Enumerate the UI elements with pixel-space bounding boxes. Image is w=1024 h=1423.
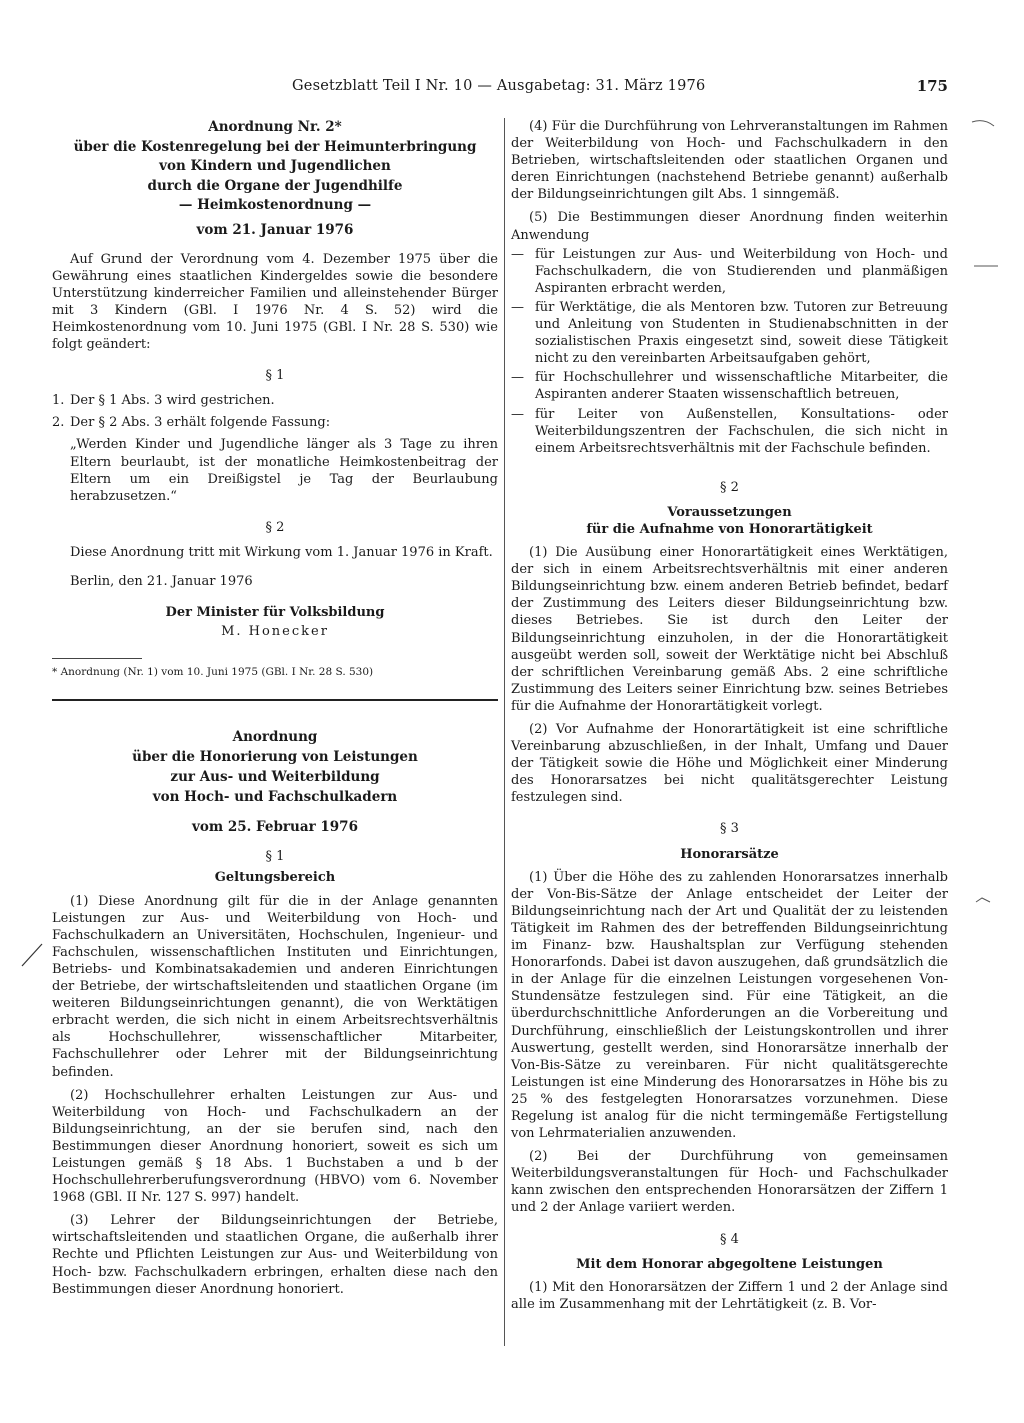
doc2-s1-paragraph-1: (1) Diese Anordnung gilt für die in der Anlage genannten Leistungen zur Aus- und Weiterbildung von Hoch- und Fachschulkadern an Universitäten, Hochschulen, Ingenieur- und Fachschulen, wissenschaftlichen Instituten und Einrichtungen, Betriebs- und Kombinatsakademien und anderen Einrichtungen der Betriebe, der wirtschaftsleitenden und staatlichen Organe (im weiteren Bildungseinrichtungen genannt), die von Werktätigen erbracht werden, die sich nicht in einem Arbeitsrechtsverhältnis als Hochschullehrer, wissenschaftlicher Mitarbeiter, Fachschullehrer oder Lehrer mit der Bildungseinrichtung befinden. — [52, 893, 498, 1080]
list-item — [511, 246, 948, 297]
doc2-s2-paragraph-1: (1) Die Ausübung einer Honorartätigkeit eines Werktätigen, der sich in einem Arbeitsrechtsverhältnis mit einer anderen Bildungseinrichtung bzw. einem anderen Betrieb befindet, bedarf der Zustimmung des Leiters dieser Bildungseinrichtung bzw. dieses Betriebes. Sie ist durch den Leiter der Bildungseinrichtung einzuholen, in der die Honorartätigkeit ausgeübt werden soll, soweit der Werktätige nicht bei Abschluß der schriftlichen Vereinbarung gemäß Abs. 2 eine schriftliche Zustimmung des Leiters seiner Einrichtung bzw. seines Betriebes für die Aufnahme der Honorartätigkeit vorlegt. — [511, 545, 948, 714]
item-number: 2. — [52, 415, 65, 431]
doc2-s1-dash-list — [511, 246, 948, 457]
doc2-section-4-heading: § 4 — [720, 1231, 739, 1247]
doc1-title-line: durch die Organe der Jugendhilfe — [147, 177, 403, 194]
doc2-title-line: über die Honorierung von Leistungen — [132, 749, 418, 766]
doc1-footnote: * Anordnung (Nr. 1) vom 10. Juni 1975 (GBl. I Nr. 28 S. 530) — [52, 666, 374, 679]
doc1-title-line: von Kindern und Jugendlichen — [159, 158, 391, 174]
list-item-text: für Hochschullehrer und wissenschaftliche Mitarbeiter, die Aspiranten anderer Staaten wissenschaftlich betreuen, — [535, 370, 948, 403]
footnote-divider — [52, 658, 142, 659]
list-item — [511, 369, 948, 403]
doc2-section-3-title: Honorarsätze — [680, 846, 779, 862]
doc2-section-2-title-line: Voraussetzungen — [667, 504, 792, 520]
doc2-s3-paragraph-1: (1) Über die Höhe des zu zahlenden Honorarsatzes innerhalb der Von-Bis-Sätze der Anlage entscheidet der Leiter der Bildungseinrichtung nach der Art und Qualität der zu leistenden Tätigkeit im Rahmen des der betreffenden Bildungseinrichtung im Finanz- bzw. Haushaltsplan zur Verfügung stehenden Honorarfonds. Dabei ist davon auszugehen, daß grundsätzlich die in der Anlage für die einzelnen Leistungen vorgesehenen Von-Stundensätze festzulegen sind. Für eine Tätigkeit, an die überdurchschnittliche Anforderungen an die Vorbereitung und Durchführung, einschließlich der Leistungskontrollen und ihrer Auswertung, gestellt werden, sind Honorarsätze innerhalb der Von-Bis-Sätze zu vereinbaren. Für nicht qualitätsgerechte Leistungen ist eine Minderung des Honorarsatzes in Höhe bis zu 25 % des festgelegten Honorarsatzes vorzunehmen. Diese Regelung ist analog für die nicht termingemäße Fertigstellung von Lehrmaterialien anzuwenden. — [511, 869, 948, 1142]
list-item — [511, 406, 948, 457]
doc2-title-line: zur Aus- und Weiterbildung — [170, 769, 380, 786]
doc1-title-line: Anordnung Nr. 2* — [208, 119, 342, 135]
left-column — [52, 118, 498, 1304]
doc2-s2-paragraph-2: (2) Vor Aufnahme der Honorartätigkeit ist eine schriftliche Vereinbarung abzuschließen, in der Inhalt, Umfang und Dauer der Tätigkeit sowie die Höhe und Möglichkeit einer Minderung des Honorarsatzes bei nicht qualitätsgerechter Leistung festzulegen sind. — [511, 722, 948, 806]
column-divider — [504, 118, 505, 1346]
doc2-section-1-heading: § 1 — [265, 849, 285, 865]
doc2-title — [52, 727, 498, 807]
doc2-section-2-heading: § 2 — [720, 479, 739, 495]
doc2-title-line: Anordnung — [232, 729, 318, 746]
doc1-item-1 — [52, 392, 498, 409]
doc1-section-1-heading: § 1 — [265, 368, 285, 384]
doc1-title-line: über die Kostenregelung bei der Heimunterbringung — [73, 138, 477, 155]
doc2-section-3-heading: § 3 — [720, 821, 739, 837]
margin-mark-top — [972, 121, 994, 126]
doc2-s1-paragraph-3: (3) Lehrer der Bildungseinrichtungen der Betriebe, wirtschaftsleitenden und staatlichen Organe, die außerhalb ihrer Rechte und Pflichten Leistungen zur Aus- und Weiterbildung von Hoch- bzw. Fachschulkadern erbringen, erhalten diese nach den Bestimmungen dieser Anordnung honoriert. — [52, 1213, 498, 1297]
doc1-section-2-heading: § 2 — [265, 519, 285, 535]
document-separator — [52, 699, 498, 701]
pencil-stroke-mark — [22, 944, 42, 966]
doc1-signer-title: Der Minister für Volksbildung — [165, 605, 385, 621]
doc1-signer-name: M. Honecker — [221, 624, 329, 640]
list-item-text: für Leistungen zur Aus- und Weiterbildung von Hoch- und Fachschulkadern, die von Studierenden und planmäßigen Aspiranten erbracht werden, — [535, 246, 948, 296]
doc1-title — [52, 118, 498, 216]
list-item-text: für Leiter von Außenstellen, Konsultations- oder Weiterbildungszentren der Fachschulen, die sich nicht in einem Arbeitsrechtsverhältnis mit der Fachschule befinden. — [535, 406, 948, 456]
doc2-title-line: von Hoch- und Fachschulkadern — [152, 789, 398, 806]
header-title: Gesetzblatt Teil I Nr. 10 — Ausgabetag: 31. März 1976 — [292, 78, 706, 94]
doc2-s1-paragraph-2: (2) Hochschullehrer erhalten Leistungen zur Aus- und Weiterbildung von Hoch- und Fachschulkadern an der Bildungseinrichtung, an der sie berufen sind, nach den Bestimmungen dieser Anordnung honoriert, soweit es sich um Leistungen gemäß § 18 Abs. 1 Buchstaben a und b der Hochschullehrerberufungsverordnung (HBVO) vom 6. November 1968 (GBl. II Nr. 127 S. 997) handelt. — [52, 1087, 498, 1206]
item-text: Der § 1 Abs. 3 wird gestrichen. — [70, 393, 275, 409]
dash-bullet: — — [511, 370, 524, 386]
doc2-section-4-title: Mit dem Honorar abgegoltene Leistungen — [576, 1256, 883, 1272]
dash-bullet: — — [511, 246, 524, 262]
doc2-s1-paragraph-4: (4) Für die Durchführung von Lehrveranstaltungen im Rahmen der Weiterbildung von Hoch- und Fachschulkadern in den Betrieben, wirtschaftsleitenden oder staatlichen Organen und deren Einrichtungen (nachstehend Betriebe genannt) außerhalb der Bildungseinrichtungen gilt Abs. 1 sinngemäß. — [511, 119, 948, 203]
left-margin-annotations — [0, 0, 60, 1423]
item-number: 1. — [52, 393, 65, 409]
list-item — [511, 299, 948, 367]
doc2-date: vom 25. Februar 1976 — [192, 819, 358, 836]
dash-bullet: — — [511, 299, 524, 315]
doc2-s1-paragraph-5: (5) Die Bestimmungen dieser Anordnung finden weiterhin Anwendung — [511, 210, 948, 243]
doc1-section-2-text: Diese Anordnung tritt mit Wirkung vom 1. Januar 1976 in Kraft. — [70, 544, 493, 560]
dash-bullet: — — [511, 406, 524, 422]
margin-mark-lower — [976, 898, 990, 902]
doc2-section-1-title: Geltungsbereich — [214, 870, 336, 886]
page-header — [52, 78, 948, 100]
doc1-preamble: Auf Grund der Verordnung vom 4. Dezember 1975 über die Gewährung eines staatlichen Kindergeldes sowie die besondere Unterstützung kinderreicher Familien und alleinstehender Bürger mit 3 Kindern (GBl. I 1976 Nr. 4 S. 52) wird die Heimkostenordnung vom 10. Juni 1975 (GBl. I Nr. 28 S. 530) wie folgt geändert: — [52, 251, 498, 353]
page-number: 175 — [916, 77, 948, 95]
margin-annotations — [954, 0, 1024, 1423]
list-item-text: für Werktätige, die als Mentoren bzw. Tutoren zur Betreuung und Anleitung von Studenten in Studienabschnitten in der sozialistischen Praxis eingesetzt sind, soweit diese Tätigkeit nicht zu den vereinbarten Arbeitsaufgaben gehört, — [535, 299, 948, 367]
doc1-place-date: Berlin, den 21. Januar 1976 — [70, 574, 253, 589]
doc2-s3-paragraph-2: (2) Bei der Durchführung von gemeinsamen Weiterbildungsveranstaltungen für Hoch- und Fachschulkader kann zwischen den entsprechenden Honorarsätzen der Ziffern 1 und 2 der Anlage variiert werden. — [511, 1149, 948, 1216]
doc1-item-2 — [52, 414, 498, 431]
doc2-section-2-title-line: für die Aufnahme von Honorartätigkeit — [586, 521, 873, 537]
item-text: Der § 2 Abs. 3 erhält folgende Fassung: — [70, 415, 331, 431]
right-column — [511, 118, 948, 1319]
doc2-s4-paragraph-1: (1) Mit den Honorarsätzen der Ziffern 1 und 2 der Anlage sind alle im Zusammenhang mit der Lehrtätigkeit (z. B. Vor- — [511, 1279, 948, 1312]
doc1-date: vom 21. Januar 1976 — [196, 221, 354, 238]
doc1-title-line: — Heimkostenordnung — — [178, 197, 372, 213]
doc1-quote: „Werden Kinder und Jugendliche länger als 3 Tage zu ihren Eltern beurlaubt, ist der monatliche Heimkostenbeitrag der Eltern um ein Dreißigstel je Tag der Beurlaubung herabzusetzen.“ — [70, 437, 498, 504]
